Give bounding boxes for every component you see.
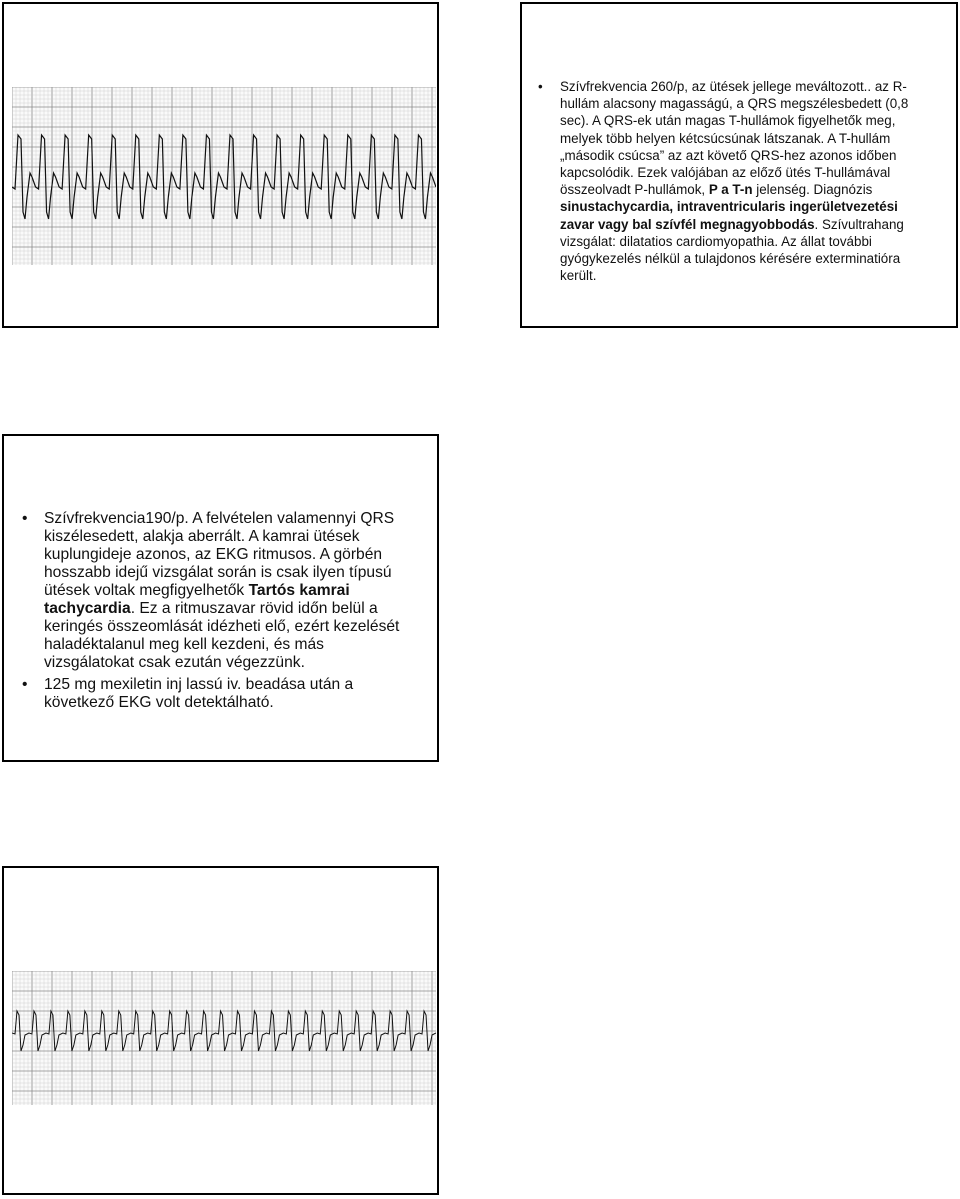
slide-2-bullet-2: • 125 mg mexiletin inj lassú iv. beadása után a következő EKG volt detektálható. — [22, 676, 402, 712]
slide-1-bullet: • Szívfrekvencia 260/p, az ütések jellege meváltozott.. az R-hullám alacsony magasságú, a QRS megszélesbedett (0,8 sec). A QRS-ek után magas T-hullámok figyelhetők meg, melyek több helyen kétcsúcsúnak látszanak. A T-hullám „második csúcsa” az azt követő QRS-hez azonos időben kapcsolódik. Ezek valójában az előző ütés T-hullámával összeolvadt P-hullámok, P a T-n jelenség. Diagnózis sinustachycardia, intraventricularis ingerületvezetési zavar vagy bal szívfél megnagyobbodás. Szívultrahang vizsgálat: dilatatios cardiomyopathia. Az állat további gyógykezelés nélkül a tulajdonos kérésére exterminatióra került. — [538, 78, 933, 284]
slide-2-bullet-1: • Szívfrekvencia190/p. A felvételen valamennyi QRS kiszélesedett, alakja aberrált. A kamrai ütések kuplungideje azonos, az EKG ritmusos. A görbén hosszabb idejű vizsgálat során is csak ilyen típusú ütések voltak megfigyelhetők Tartós kamrai tachycardia. Ez a ritmuszavar rövid időn belül a keringés összeomlását idézheti elő, ezért kezelését haladéktalanul meg kell kezdeni, és más vizsgálatokat csak ezután végezzünk. — [22, 510, 402, 672]
slide-2-notes — [22, 510, 402, 712]
slide-1-notes — [538, 78, 933, 284]
ecg-strip-sinus-tachycardia — [12, 87, 436, 265]
slide-1-left — [2, 2, 439, 328]
ecg-strip-after-mexiletin — [12, 971, 436, 1105]
slide-3 — [2, 866, 439, 1195]
